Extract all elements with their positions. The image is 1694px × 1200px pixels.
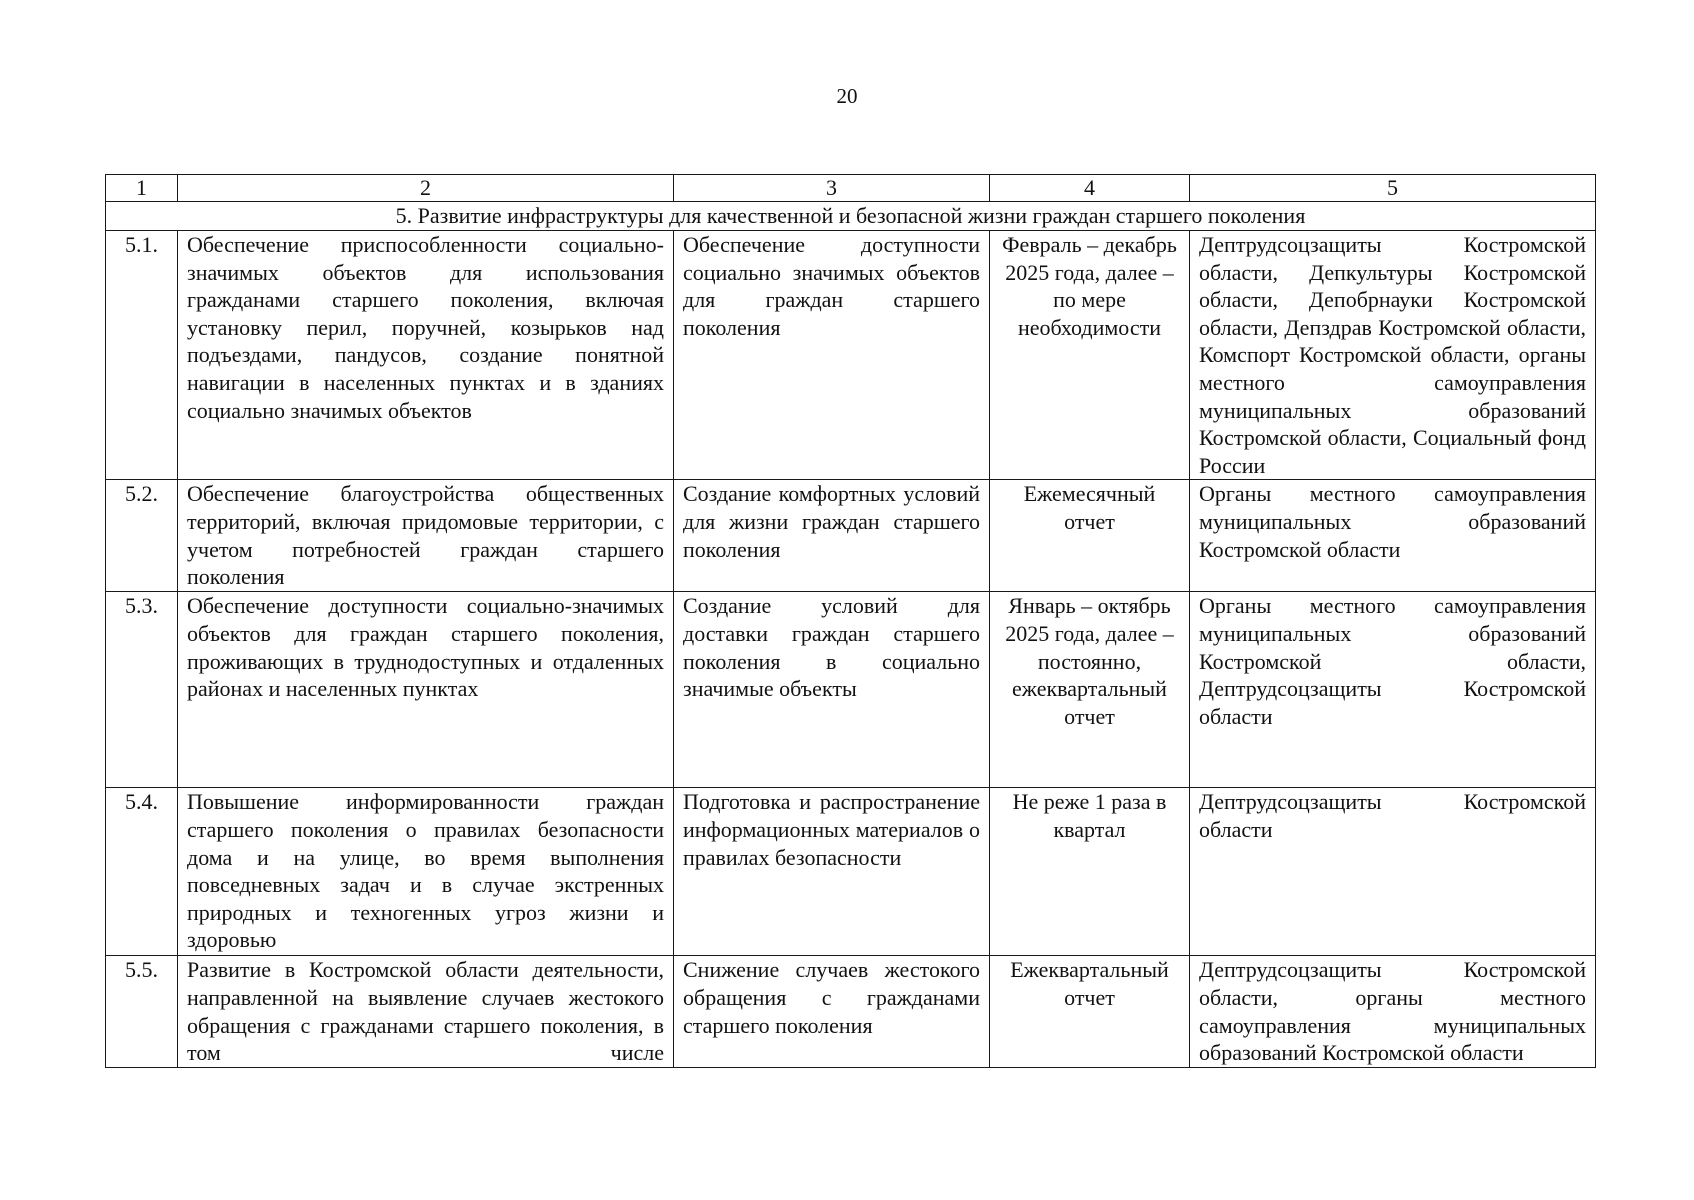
table-row — [106, 592, 1596, 788]
measure-cell: Обеспечение благоустройства общественных территорий, включая придомовые территории, с учетом потребностей граждан старшего поколения — [178, 480, 674, 592]
page-number: 20 — [836, 84, 858, 108]
result-cell: Создание условий для доставки граждан старшего поколения в социально значимые объекты — [674, 592, 990, 788]
measure-cell: Развитие в Костромской области деятельности, направленной на выявление случаев жестокого обращения с гражданами старшего поколения, в том числе — [178, 956, 674, 1068]
measure-cell: Обеспечение приспособленности социально-значимых объектов для использования гражданами старшего поколения, включая установку перил, поручней, козырьков над подъездами, пандусов, создание понятной навигации в населенных пунктах и в зданиях социально значимых объектов — [178, 231, 674, 480]
result-cell: Подготовка и распространение информационных материалов о правилах безопасности — [674, 788, 990, 956]
column-number-4: 4 — [990, 175, 1190, 202]
row-number: 5.1. — [106, 231, 178, 480]
table-row — [106, 480, 1596, 592]
row-number: 5.3. — [106, 592, 178, 788]
row-number: 5.2. — [106, 480, 178, 592]
column-number-2: 2 — [178, 175, 674, 202]
row-number: 5.4. — [106, 788, 178, 956]
responsible-cell: Дептрудсоцзащиты Костромской области, Депкультуры Костромской области, Депобрнауки Костромской области, Депздрав Костромской области, Комспорт Костромской области, органы местного самоуправления муниципальных образований Костромской области, Социальный фонд России — [1190, 231, 1596, 480]
responsible-cell: Органы местного самоуправления муниципальных образований Костромской области — [1190, 480, 1596, 592]
row-number: 5.5. — [106, 956, 178, 1068]
term-cell: Январь – октябрь 2025 года, далее – постоянно, ежеквартальный отчет — [990, 592, 1190, 788]
result-cell: Создание комфортных условий для жизни граждан старшего поколения — [674, 480, 990, 592]
section-title: 5. Развитие инфраструктуры для качественной и безопасной жизни граждан старшего поколения — [106, 202, 1596, 231]
responsible-cell: Дептрудсоцзащиты Костромской области, органы местного самоуправления муниципальных образований Костромской области — [1190, 956, 1596, 1068]
column-number-1: 1 — [106, 175, 178, 202]
term-cell: Ежеквартальный отчет — [990, 956, 1190, 1068]
column-number-5: 5 — [1190, 175, 1596, 202]
term-cell: Ежемесячный отчет — [990, 480, 1190, 592]
result-cell: Обеспечение доступности социально значимых объектов для граждан старшего поколения — [674, 231, 990, 480]
result-cell: Снижение случаев жестокого обращения с гражданами старшего поколения — [674, 956, 990, 1068]
action-plan-table — [105, 174, 1596, 1068]
column-number-row — [106, 175, 1596, 202]
column-number-3: 3 — [674, 175, 990, 202]
section-header-row — [106, 202, 1596, 231]
term-cell: Не реже 1 раза в квартал — [990, 788, 1190, 956]
measure-cell: Обеспечение доступности социально-значимых объектов для граждан старшего поколения, проживающих в труднодоступных и отдаленных районах и населенных пунктах — [178, 592, 674, 788]
responsible-cell: Органы местного самоуправления муниципальных образований Костромской области, Дептрудсоцзащиты Костромской области — [1190, 592, 1596, 788]
responsible-cell: Дептрудсоцзащиты Костромской области — [1190, 788, 1596, 956]
table-row — [106, 231, 1596, 480]
table-row — [106, 956, 1596, 1068]
table-row — [106, 788, 1596, 956]
measure-cell: Повышение информированности граждан старшего поколения о правилах безопасности дома и на улице, во время выполнения повседневных задач и в случае экстренных природных и техногенных угроз жизни и здоровью — [178, 788, 674, 956]
term-cell: Февраль – декабрь 2025 года, далее – по мере необходимости — [990, 231, 1190, 480]
